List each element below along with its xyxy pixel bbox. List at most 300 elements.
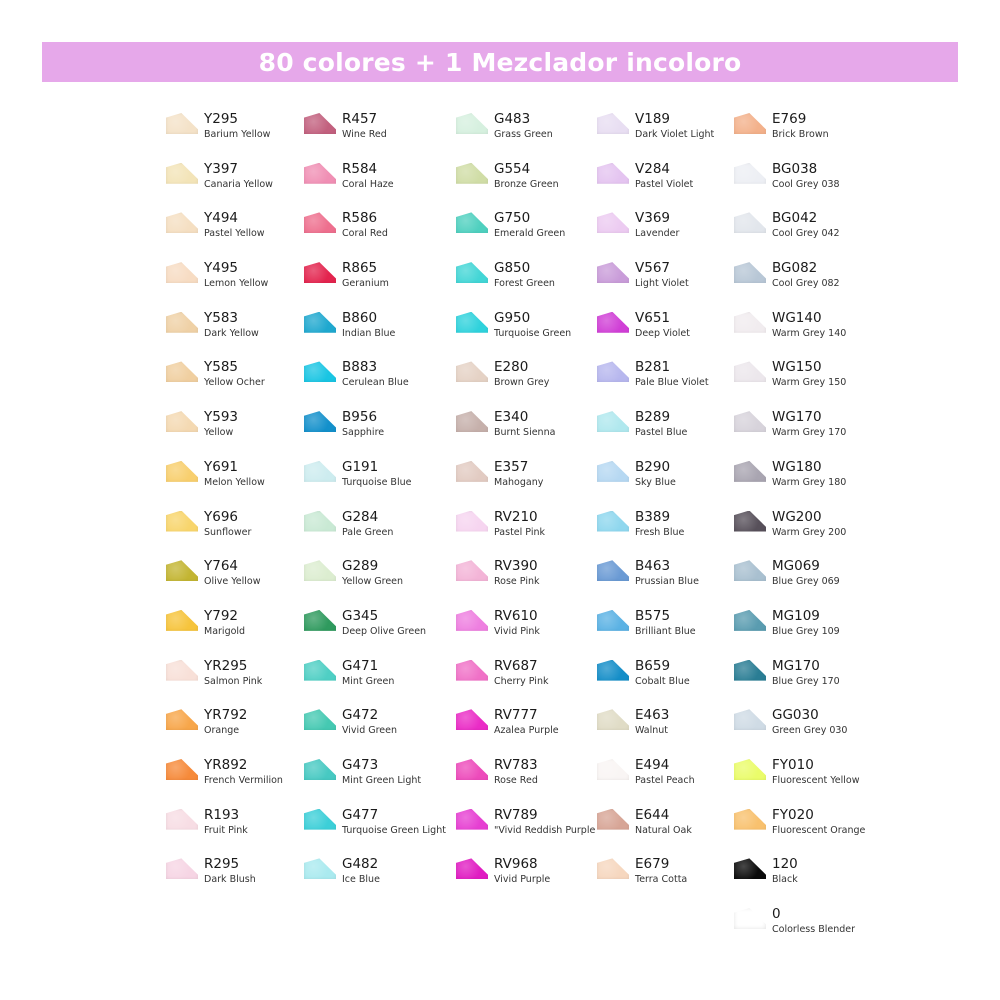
color-code: G473	[342, 756, 379, 773]
color-code: G850	[494, 260, 531, 277]
marker-tip-icon	[734, 809, 766, 830]
color-swatch-item	[166, 459, 316, 509]
marker-tip-icon	[304, 113, 336, 134]
color-name: Warm Grey 150	[772, 377, 847, 389]
color-name: Emerald Green	[494, 228, 566, 240]
color-code: G289	[342, 558, 379, 575]
color-code: BG082	[772, 260, 818, 277]
color-name: Brown Grey	[494, 377, 550, 389]
color-name: Pale Blue Violet	[635, 377, 709, 389]
marker-tip-icon	[456, 262, 488, 283]
color-swatch-item	[734, 310, 884, 360]
color-swatch-item	[304, 509, 454, 559]
color-code: B659	[635, 657, 671, 674]
color-swatch-item	[597, 459, 747, 509]
color-name: Turquoise Green Light	[342, 824, 446, 836]
color-name: Light Violet	[635, 278, 689, 290]
color-code: G477	[342, 806, 379, 823]
marker-tip-icon	[166, 312, 198, 333]
color-swatch-item	[166, 310, 316, 360]
color-name: Turquoise Blue	[342, 476, 412, 488]
marker-tip-icon	[166, 113, 198, 134]
marker-tip-icon	[597, 411, 629, 432]
color-swatch-item	[456, 509, 606, 559]
marker-tip-icon	[734, 461, 766, 482]
color-code: B281	[635, 359, 671, 376]
marker-tip-icon	[734, 113, 766, 134]
color-name: Fluorescent Yellow	[772, 774, 860, 786]
color-name: Dark Yellow	[204, 327, 259, 339]
color-name: Fluorescent Orange	[772, 824, 866, 836]
color-code: G191	[342, 458, 379, 475]
color-name: Terra Cotta	[635, 874, 688, 886]
color-name: Pale Green	[342, 526, 394, 538]
color-code: E463	[635, 707, 670, 724]
color-swatch-item	[456, 310, 606, 360]
color-swatch-item	[734, 509, 884, 559]
color-swatch-item	[166, 558, 316, 608]
color-swatch-item	[597, 409, 747, 459]
marker-tip-icon	[166, 212, 198, 233]
marker-tip-icon	[166, 759, 198, 780]
color-name: Grass Green	[494, 129, 553, 140]
marker-tip-icon	[456, 560, 488, 581]
marker-tip-icon	[166, 361, 198, 382]
page-title: 80 colores + 1 Mezclador incoloro	[258, 47, 742, 77]
color-swatch-item	[734, 856, 884, 906]
color-name: Cobalt Blue	[635, 675, 690, 687]
color-name: "Vivid Reddish Purple	[494, 824, 596, 836]
color-code: 0	[772, 906, 781, 922]
marker-tip-icon	[166, 511, 198, 532]
color-swatch-item	[456, 807, 606, 857]
color-code: YR892	[204, 756, 248, 773]
marker-tip-icon	[456, 312, 488, 333]
marker-tip-icon	[304, 610, 336, 631]
color-code: B389	[635, 508, 671, 525]
color-name: Forest Green	[494, 278, 555, 290]
color-name: Yellow Ocher	[204, 377, 265, 389]
color-code: E357	[494, 458, 529, 475]
color-name: Deep Violet	[635, 327, 691, 339]
color-swatch-item	[734, 111, 884, 161]
color-name: Geranium	[342, 278, 389, 290]
color-code: V369	[635, 210, 671, 227]
color-swatch-item	[304, 409, 454, 459]
marker-tip-icon	[304, 361, 336, 382]
color-swatch-item	[734, 260, 884, 310]
color-swatch-item	[304, 807, 454, 857]
color-swatch-item	[456, 111, 606, 161]
color-swatch-item	[166, 111, 316, 161]
marker-tip-icon	[456, 411, 488, 432]
color-swatch-item	[304, 359, 454, 409]
color-code: R295	[204, 856, 240, 873]
color-name: Orange	[204, 725, 240, 737]
color-name: Azalea Purple	[494, 725, 559, 737]
marker-tip-icon	[597, 361, 629, 382]
color-swatch-item	[166, 707, 316, 757]
color-code: R865	[342, 260, 378, 277]
marker-tip-icon	[597, 560, 629, 581]
color-swatch-item	[597, 558, 747, 608]
marker-tip-icon	[734, 858, 766, 879]
color-code: B956	[342, 409, 378, 426]
color-swatch-item	[734, 608, 884, 658]
color-code: Y494	[204, 210, 239, 227]
marker-tip-icon	[734, 908, 766, 929]
marker-tip-icon	[734, 163, 766, 184]
color-swatch-item	[456, 608, 606, 658]
color-name: Pastel Blue	[635, 427, 688, 439]
color-code: G284	[342, 508, 379, 525]
color-name: Blue Grey 170	[772, 675, 840, 687]
color-code: RV687	[494, 657, 538, 674]
marker-tip-icon	[304, 858, 336, 879]
marker-tip-icon	[734, 361, 766, 382]
marker-tip-icon	[166, 411, 198, 432]
color-name: Mint Green	[342, 675, 395, 687]
color-name: Brilliant Blue	[635, 625, 696, 637]
color-code: R586	[342, 210, 378, 227]
color-name: Fruit Pink	[204, 824, 248, 836]
color-name: Pastel Yellow	[204, 228, 265, 240]
color-code: B883	[342, 359, 378, 376]
color-name: Cool Grey 042	[772, 228, 840, 240]
color-swatch-item	[304, 260, 454, 310]
color-name: Pastel Peach	[635, 774, 695, 786]
color-name: Cherry Pink	[494, 675, 549, 687]
color-swatch-item	[166, 509, 316, 559]
swatch-column	[304, 111, 454, 906]
color-name: Vivid Green	[342, 725, 398, 737]
marker-tip-icon	[734, 660, 766, 681]
color-code: G483	[494, 111, 531, 127]
color-swatch-item	[304, 658, 454, 708]
color-name: Blue Grey 109	[772, 625, 840, 637]
marker-tip-icon	[456, 511, 488, 532]
color-swatch-item	[456, 161, 606, 211]
color-code: BG038	[772, 160, 818, 177]
color-swatch-item	[597, 807, 747, 857]
color-code: E340	[494, 409, 529, 426]
color-name: Lemon Yellow	[204, 278, 269, 290]
marker-tip-icon	[166, 610, 198, 631]
color-code: Y585	[204, 359, 239, 376]
marker-tip-icon	[597, 809, 629, 830]
marker-tip-icon	[166, 560, 198, 581]
marker-tip-icon	[456, 361, 488, 382]
color-name: Coral Haze	[342, 178, 394, 190]
color-swatch-item	[456, 856, 606, 906]
color-code: B290	[635, 458, 671, 475]
color-code: MG069	[772, 558, 820, 575]
color-code: G472	[342, 707, 379, 724]
color-code: WG140	[772, 309, 822, 326]
color-swatch-item	[597, 111, 747, 161]
color-swatch-item	[597, 260, 747, 310]
color-code: FY020	[772, 806, 814, 823]
marker-tip-icon	[734, 511, 766, 532]
color-swatch-item	[734, 359, 884, 409]
color-code: E644	[635, 806, 670, 823]
marker-tip-icon	[734, 212, 766, 233]
color-swatch-item	[734, 161, 884, 211]
color-name: Ice Blue	[342, 874, 380, 886]
color-code: Y764	[204, 558, 239, 575]
color-name: Melon Yellow	[204, 476, 265, 488]
color-name: Mint Green Light	[342, 774, 422, 786]
color-code: WG200	[772, 508, 822, 525]
color-swatch-item	[456, 260, 606, 310]
color-code: MG109	[772, 607, 820, 624]
color-swatch-item	[597, 210, 747, 260]
color-name: Colorless Blender	[772, 924, 856, 935]
color-code: WG170	[772, 409, 822, 426]
color-code: B463	[635, 558, 671, 575]
color-swatch-item	[597, 161, 747, 211]
color-code: V651	[635, 309, 671, 326]
color-code: RV210	[494, 508, 538, 525]
marker-tip-icon	[456, 709, 488, 730]
color-swatch-item	[456, 707, 606, 757]
color-name: Warm Grey 200	[772, 526, 847, 538]
color-name: Yellow Green	[342, 576, 404, 588]
color-code: WG150	[772, 359, 822, 376]
marker-tip-icon	[734, 411, 766, 432]
color-swatch-item	[597, 757, 747, 807]
color-swatch-item	[304, 707, 454, 757]
marker-tip-icon	[304, 262, 336, 283]
color-swatch-item	[597, 310, 747, 360]
color-code: B860	[342, 309, 378, 326]
marker-tip-icon	[597, 660, 629, 681]
color-name: Canaria Yellow	[204, 178, 273, 190]
marker-tip-icon	[597, 759, 629, 780]
color-swatch-item	[456, 757, 606, 807]
color-name: Salmon Pink	[204, 675, 263, 687]
color-swatch-item	[734, 757, 884, 807]
marker-tip-icon	[597, 262, 629, 283]
color-code: V284	[635, 160, 671, 177]
color-swatch-item	[304, 161, 454, 211]
marker-tip-icon	[597, 163, 629, 184]
marker-tip-icon	[597, 511, 629, 532]
color-code: E679	[635, 856, 670, 873]
marker-tip-icon	[166, 660, 198, 681]
color-swatch-item	[166, 359, 316, 409]
marker-tip-icon	[304, 163, 336, 184]
color-swatch-item	[597, 509, 747, 559]
marker-tip-icon	[304, 560, 336, 581]
marker-tip-icon	[734, 262, 766, 283]
marker-tip-icon	[734, 312, 766, 333]
color-code: RV968	[494, 856, 538, 873]
color-name: Marigold	[204, 625, 246, 637]
color-name: Sky Blue	[635, 476, 676, 488]
color-swatch-item	[456, 210, 606, 260]
color-swatch-item	[166, 161, 316, 211]
color-swatch-item	[456, 359, 606, 409]
color-swatch-item	[166, 210, 316, 260]
marker-tip-icon	[304, 461, 336, 482]
color-swatch-item	[456, 658, 606, 708]
color-name: Cerulean Blue	[342, 377, 409, 389]
marker-tip-icon	[456, 113, 488, 134]
swatch-column	[456, 111, 606, 906]
color-name: Dark Blush	[204, 874, 256, 886]
color-name: Rose Pink	[494, 576, 540, 588]
marker-tip-icon	[597, 709, 629, 730]
color-swatch-item	[166, 260, 316, 310]
color-name: Olive Yellow	[204, 576, 261, 588]
color-swatch-item	[456, 409, 606, 459]
color-swatch-item	[304, 608, 454, 658]
color-code: RV610	[494, 607, 538, 624]
color-swatch-item	[304, 310, 454, 360]
marker-tip-icon	[166, 262, 198, 283]
color-swatch-item	[597, 707, 747, 757]
color-code: E769	[772, 111, 807, 127]
marker-tip-icon	[734, 709, 766, 730]
marker-tip-icon	[304, 212, 336, 233]
color-code: Y691	[204, 458, 239, 475]
color-swatch-item	[304, 757, 454, 807]
color-swatch-item	[734, 707, 884, 757]
swatch-column	[166, 111, 316, 906]
color-name: Lavender	[635, 228, 680, 240]
color-name: Prussian Blue	[635, 576, 699, 588]
color-name: Natural Oak	[635, 824, 692, 836]
marker-tip-icon	[456, 759, 488, 780]
color-code: WG180	[772, 458, 822, 475]
color-name: Wine Red	[342, 129, 387, 140]
color-code: Y495	[204, 260, 239, 277]
color-code: Y295	[204, 111, 239, 127]
color-swatch-item	[734, 210, 884, 260]
marker-tip-icon	[304, 809, 336, 830]
marker-tip-icon	[734, 610, 766, 631]
color-name: Pastel Pink	[494, 526, 545, 538]
color-code: 120	[772, 856, 798, 873]
color-code: G345	[342, 607, 379, 624]
marker-tip-icon	[597, 610, 629, 631]
color-swatch-item	[166, 757, 316, 807]
color-name: Bronze Green	[494, 178, 559, 190]
color-swatch-item	[734, 558, 884, 608]
color-swatch-item	[304, 210, 454, 260]
color-code: G554	[494, 160, 531, 177]
marker-tip-icon	[166, 163, 198, 184]
color-name: Walnut	[635, 725, 669, 737]
color-name: Barium Yellow	[204, 129, 271, 140]
color-name: Black	[772, 874, 798, 886]
marker-tip-icon	[456, 858, 488, 879]
color-name: Indian Blue	[342, 327, 396, 339]
color-code: Y593	[204, 409, 239, 426]
color-swatch-item	[734, 658, 884, 708]
color-name: Brick Brown	[772, 129, 829, 140]
color-name: Yellow	[204, 427, 234, 439]
color-swatch-item	[166, 807, 316, 857]
color-name: Coral Red	[342, 228, 388, 240]
color-name: Warm Grey 170	[772, 427, 847, 439]
color-swatch-item	[166, 608, 316, 658]
color-swatch-item	[734, 409, 884, 459]
color-code: V189	[635, 111, 671, 127]
marker-tip-icon	[597, 312, 629, 333]
color-code: FY010	[772, 756, 814, 773]
color-name: Mahogany	[494, 476, 544, 488]
color-code: B575	[635, 607, 671, 624]
color-swatch-item	[166, 658, 316, 708]
color-code: G750	[494, 210, 531, 227]
color-name: Warm Grey 140	[772, 327, 847, 339]
marker-tip-icon	[304, 312, 336, 333]
color-code: Y696	[204, 508, 239, 525]
color-code: E494	[635, 756, 670, 773]
color-swatch-item	[597, 856, 747, 906]
color-swatch-item	[304, 558, 454, 608]
color-name: Blue Grey 069	[772, 576, 840, 588]
color-code: RV783	[494, 756, 538, 773]
color-code: YR792	[204, 707, 248, 724]
color-name: Burnt Sienna	[494, 427, 556, 439]
marker-tip-icon	[597, 461, 629, 482]
color-code: R457	[342, 111, 378, 127]
color-code: RV789	[494, 806, 538, 823]
color-swatch-item	[597, 658, 747, 708]
color-code: E280	[494, 359, 529, 376]
color-swatch-item	[597, 359, 747, 409]
marker-tip-icon	[734, 560, 766, 581]
color-swatch-item	[734, 807, 884, 857]
color-swatch-item	[304, 111, 454, 161]
marker-tip-icon	[166, 809, 198, 830]
color-code: MG170	[772, 657, 820, 674]
color-code: BG042	[772, 210, 818, 227]
color-code: RV390	[494, 558, 538, 575]
color-code: RV777	[494, 707, 538, 724]
color-code: G471	[342, 657, 379, 674]
marker-tip-icon	[734, 759, 766, 780]
color-name: Cool Grey 038	[772, 178, 840, 190]
marker-tip-icon	[456, 610, 488, 631]
color-name: Pastel Violet	[635, 178, 694, 190]
marker-tip-icon	[597, 858, 629, 879]
marker-tip-icon	[166, 709, 198, 730]
color-code: V567	[635, 260, 671, 277]
color-code: B289	[635, 409, 671, 426]
color-code: YR295	[204, 657, 248, 674]
marker-tip-icon	[304, 709, 336, 730]
color-name: Fresh Blue	[635, 526, 685, 538]
marker-tip-icon	[456, 163, 488, 184]
color-name: Turquoise Green	[494, 327, 572, 339]
color-swatch-item	[456, 459, 606, 509]
color-swatch-item	[166, 856, 316, 906]
swatch-column	[734, 111, 884, 956]
color-name: Warm Grey 180	[772, 476, 847, 488]
color-name: Rose Red	[494, 774, 538, 786]
color-name: Vivid Purple	[494, 874, 551, 886]
color-name: Dark Violet Light	[635, 129, 715, 140]
color-code: Y397	[204, 160, 239, 177]
marker-tip-icon	[304, 759, 336, 780]
marker-tip-icon	[166, 461, 198, 482]
marker-tip-icon	[166, 858, 198, 879]
color-name: Deep Olive Green	[342, 625, 427, 637]
